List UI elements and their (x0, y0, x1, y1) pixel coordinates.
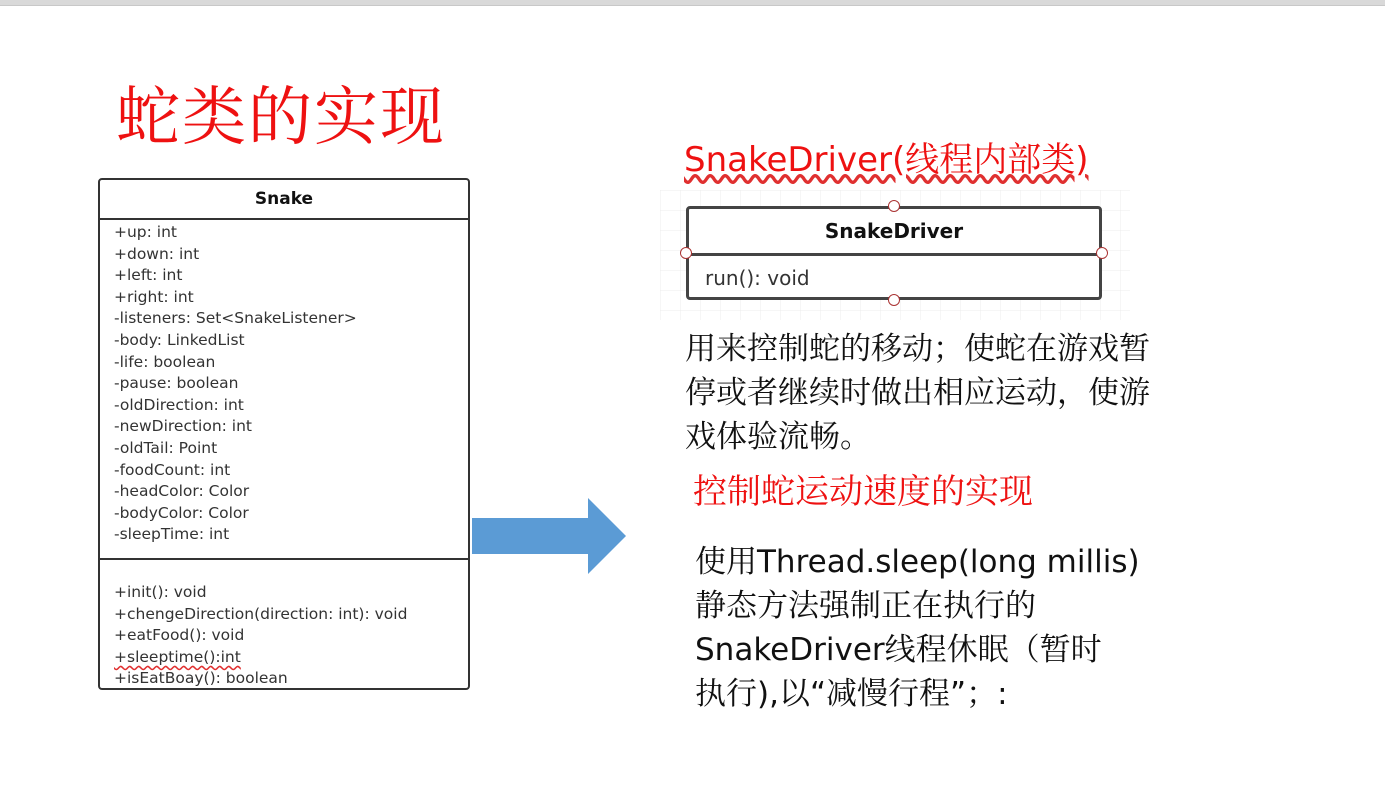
snake-uml-class[interactable] (98, 178, 470, 690)
speed-description (695, 540, 1140, 716)
uml-attribute: +left: int (114, 266, 183, 285)
uml-attribute: -life: boolean (114, 352, 216, 371)
speed-desc-line: 静态方法强制正在执行的 (695, 588, 1036, 624)
uml-class-name: Snake (100, 180, 468, 220)
speed-heading: 控制蛇运动速度的实现 (693, 472, 1033, 512)
window-top-bar (0, 0, 1385, 6)
uml-attribute: -oldDirection: int (114, 395, 244, 414)
driver-description (685, 327, 1150, 459)
resize-handle-top[interactable] (888, 200, 900, 212)
speed-desc-line: 使用Thread.sleep(long millis) (695, 544, 1140, 580)
driver-uml-class[interactable] (686, 206, 1102, 300)
uml-attribute: -sleepTime: int (114, 525, 230, 544)
uml-attribute: -listeners: Set<SnakeListener> (114, 309, 357, 328)
uml-method: +isEatBoay(): boolean (114, 669, 288, 688)
driver-desc-line: 停或者继续时做出相应运动，使游 (685, 375, 1150, 411)
uml-attribute: -headColor: Color (114, 482, 250, 501)
resize-handle-bottom[interactable] (888, 294, 900, 306)
uml-method: +sleeptime():int (114, 647, 241, 666)
driver-class-name: SnakeDriver (689, 209, 1099, 256)
driver-method: run(): void (705, 266, 810, 290)
uml-attribute: +right: int (114, 287, 194, 306)
driver-desc-line: 戏体验流畅。 (685, 419, 871, 455)
uml-attribute: +down: int (114, 244, 200, 263)
driver-uml-canvas[interactable] (660, 190, 1130, 320)
uml-attribute: -foodCount: int (114, 460, 231, 479)
speed-desc-line: 执行),以“减慢行程”；: (695, 676, 1008, 712)
driver-heading-text: SnakeDriver(线程内部类) (684, 140, 1089, 180)
right-arrow-icon (472, 496, 632, 576)
uml-attribute: -oldTail: Point (114, 438, 218, 457)
uml-methods (100, 560, 468, 690)
uml-method: +eatFood(): void (114, 626, 245, 645)
uml-attribute: -body: LinkedList (114, 330, 245, 349)
uml-attribute: -pause: boolean (114, 374, 239, 393)
driver-heading (684, 138, 1089, 182)
speed-desc-line: SnakeDriver线程休眠（暂时 (695, 632, 1102, 668)
uml-attribute: -bodyColor: Color (114, 503, 249, 522)
resize-handle-left[interactable] (680, 247, 692, 259)
uml-attributes (100, 220, 468, 560)
slide-title: 蛇类的实现 (116, 81, 446, 155)
uml-method: +init(): void (114, 583, 207, 601)
resize-handle-right[interactable] (1096, 247, 1108, 259)
uml-attribute: -newDirection: int (114, 417, 253, 436)
uml-method: +chengeDirection(direction: int): void (114, 604, 408, 623)
uml-attribute: +up: int (114, 223, 178, 241)
driver-desc-line: 用来控制蛇的移动；使蛇在游戏暂 (685, 331, 1150, 367)
